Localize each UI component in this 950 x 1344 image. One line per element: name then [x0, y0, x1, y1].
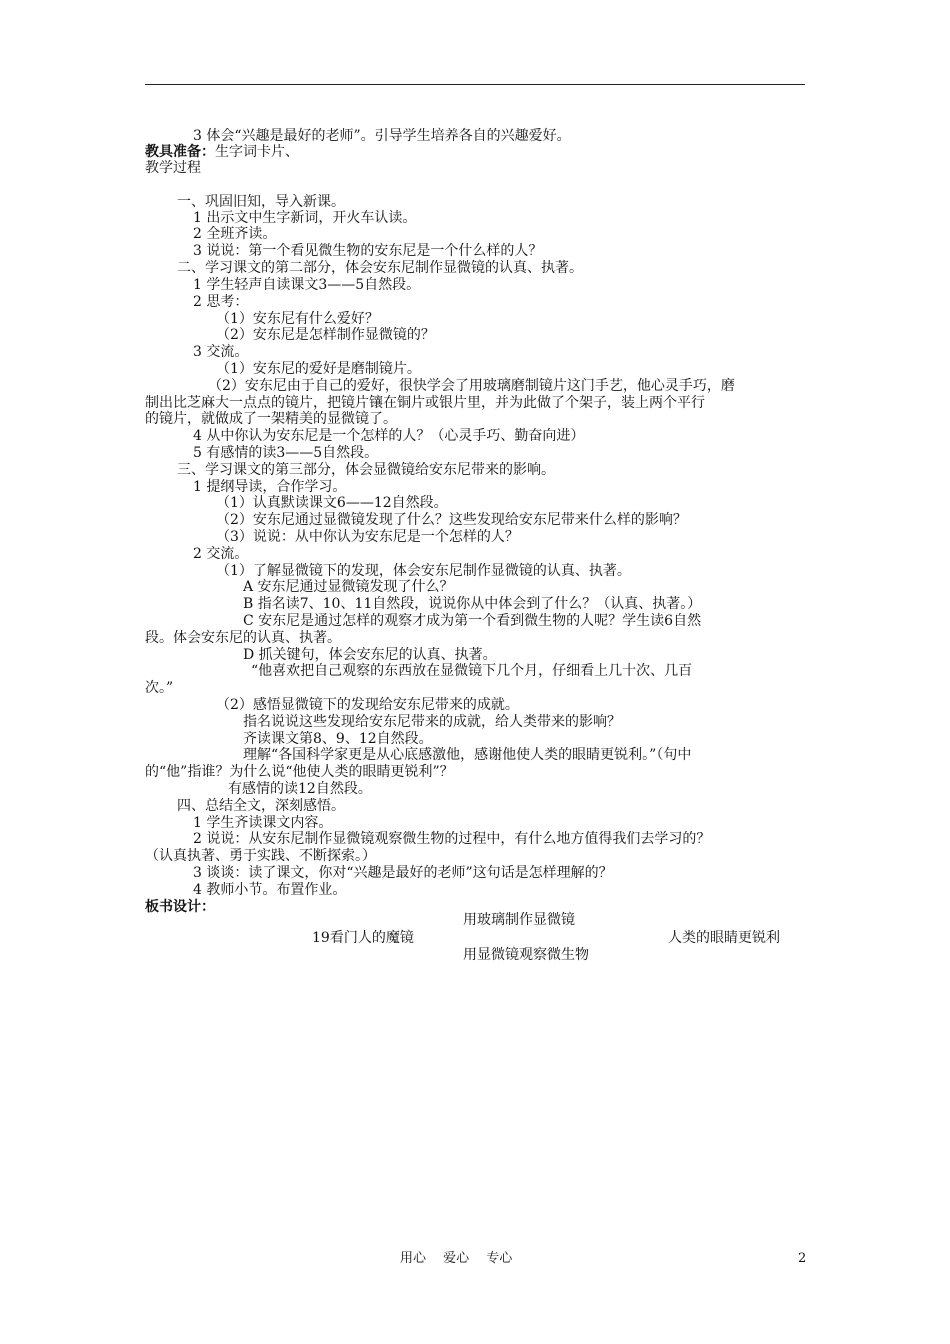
- board-bottom: 用显微镜观察微生物: [463, 947, 589, 963]
- text-line: （1）了解显微镜下的发现，体会安东尼制作显微镜的认真、执著。: [216, 563, 631, 579]
- section-label: 教具准备：: [145, 144, 215, 160]
- text-line: 1 学生轻声自读课文3——5自然段。: [193, 277, 421, 293]
- text-line: 4 教师小节。布置作业。: [193, 882, 347, 898]
- text-line: 的镜片，就做成了一架精美的显微镜了。: [145, 411, 397, 427]
- text-line: 理解“各国科学家更是从心底感激他，感谢他使人类的眼睛更锐利。”（句中: [243, 747, 692, 763]
- text-line: B 指名读7、10、11自然段，说说你从中体会到了什么？（认真、执著。）: [243, 596, 702, 612]
- section-value: 生字词卡片、: [215, 144, 299, 160]
- text-line: 2 说说：从安东尼制作显微镜观察微生物的过程中，有什么地方值得我们去学习的？: [193, 831, 711, 847]
- text-line: 2 思考：: [193, 294, 249, 310]
- text-line: 1 学生齐读课文内容。: [193, 815, 333, 831]
- text-line: 2 全班齐读。: [193, 226, 277, 242]
- text-line: 1 出示文中生字新词，开火车认读。: [193, 210, 417, 226]
- text-line: （1）安东尼的爱好是磨制镜片。: [216, 361, 421, 377]
- board-design-heading: 板书设计：: [145, 899, 215, 915]
- text-line: D 抓关键句，体会安东尼的认真、执著。: [243, 647, 497, 663]
- text-line: （2）感悟显微镜下的发现给安东尼带来的成就。: [216, 697, 519, 713]
- text-line: 1 提纲导读，合作学习。: [193, 479, 347, 495]
- text-line: 3 交流。: [193, 344, 249, 360]
- header-rule: [145, 84, 805, 85]
- text-line: 二、学习课文的第二部分，体会安东尼制作显微镜的认真、执著。: [177, 260, 583, 276]
- footer-slogan: 用心 爱心 专心: [400, 1251, 513, 1266]
- text-line: 3 说说：第一个看见微生物的安东尼是一个什么样的人？: [193, 243, 543, 259]
- text-line: 4 从中你认为安东尼是一个怎样的人？（心灵手巧、勤奋向进）: [193, 428, 585, 444]
- board-top: 用玻璃制作显微镜: [463, 912, 575, 928]
- text-line: 段。体会安东尼的认真、执著。: [145, 630, 341, 646]
- text-line: （1）安东尼有什么爱好？: [216, 311, 379, 327]
- text-line: 一、巩固旧知，导入新课。: [177, 194, 345, 210]
- text-line: 齐读课文第8、9、12自然段。: [243, 731, 433, 747]
- text-line: （2）安东尼是怎样制作显微镜的？: [216, 327, 435, 343]
- text-line: （2）安东尼通过显微镜发现了什么？这些发现给安东尼带来什么样的影响？: [216, 512, 687, 528]
- text-line: 指名说说这些发现给安东尼带来的成就，给人类带来的影响？: [243, 714, 621, 730]
- board-title: 19看门人的魔镜: [312, 930, 414, 946]
- text-line: 教学过程: [145, 160, 201, 176]
- text-line: （3）说说：从中你认为安东尼是一个怎样的人？: [216, 529, 519, 545]
- page-number: 2: [798, 1251, 807, 1266]
- text-line: 次。”: [145, 680, 174, 696]
- text-line: （2）安东尼由于自己的爱好，很快学会了用玻璃磨制镜片这门手艺，他心灵手巧，磨: [208, 378, 735, 394]
- text-line: 3 体会“兴趣是最好的老师”。引导学生培养各自的兴趣爱好。: [193, 128, 571, 144]
- text-line: 5 有感情的读3——5自然段。: [193, 445, 379, 461]
- text-line: C 安东尼是通过怎样的观察才成为第一个看到微生物的人呢？学生读6自然: [243, 613, 702, 629]
- text-line: 四、总结全文，深刻感悟。: [177, 798, 345, 814]
- text-line: 三、学习课文的第三部分，体会显微镜给安东尼带来的影响。: [177, 462, 555, 478]
- text-line: （认真执著、勇于实践、不断探索。）: [145, 848, 376, 864]
- board-right: 人类的眼睛更锐利: [668, 930, 780, 946]
- text-line: “他喜欢把自己观察的东西放在显微镜下几个月，仔细看上几十次、几百: [251, 663, 693, 679]
- text-line: 有感情的读12自然段。: [228, 781, 372, 797]
- text-line: 3 谈谈：读了课文，你对“兴趣是最好的老师”这句话是怎样理解的？: [193, 865, 613, 881]
- text-line: 2 交流。: [193, 546, 249, 562]
- text-line: （1）认真默读课文6——12自然段。: [216, 495, 448, 511]
- text-line: A 安东尼通过显微镜发现了什么？: [243, 579, 454, 595]
- text-line: 的“他”指谁？为什么说“他使人类的眼睛更锐利”？: [145, 764, 454, 780]
- text-line: 制出比芝麻大一点点的镜片，把镜片镶在铜片或银片里，并为此做了个架子，装上两个平行: [145, 395, 705, 411]
